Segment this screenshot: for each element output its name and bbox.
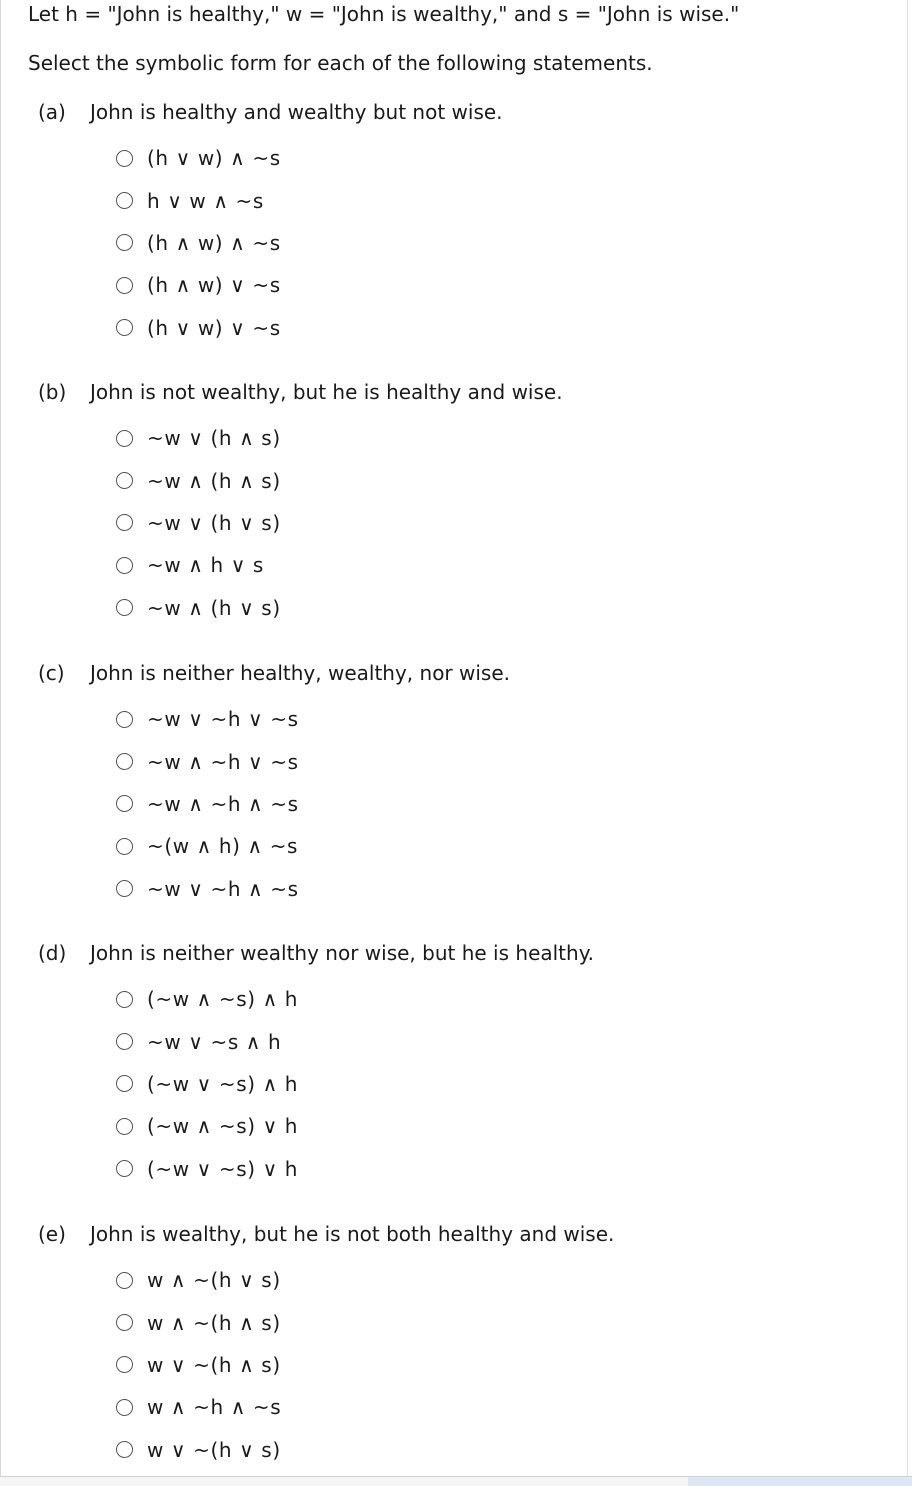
question-b [38, 379, 563, 629]
answer-options [116, 137, 503, 349]
answer-option[interactable] [116, 307, 503, 349]
option-label: (h ∨ w) ∧ ~s [147, 146, 281, 171]
radio-button[interactable] [116, 838, 133, 855]
radio-button[interactable] [116, 991, 133, 1008]
question-letter: (b) [38, 380, 67, 404]
option-label: (h ∨ w) ∨ ~s [147, 315, 281, 340]
option-label: w ∧ ~(h ∨ s) [147, 1268, 281, 1293]
radio-button[interactable] [116, 599, 133, 616]
question-c [38, 660, 510, 910]
option-label: h ∨ w ∧ ~s [147, 188, 264, 213]
option-label: ~w ∨ ~s ∧ h [147, 1029, 282, 1054]
option-label: w ∨ ~(h ∨ s) [147, 1437, 281, 1462]
option-label: ~w ∧ ~h ∨ ~s [147, 749, 299, 774]
option-label: ~w ∨ (h ∧ s) [147, 426, 281, 451]
question-letter: (e) [38, 1222, 66, 1246]
question-letter: (d) [38, 941, 67, 965]
radio-button[interactable] [116, 514, 133, 531]
question-statement: John is not wealthy, but he is healthy and wise. [90, 380, 563, 404]
answer-option[interactable] [116, 1148, 594, 1190]
answer-option[interactable] [116, 783, 510, 825]
answer-option[interactable] [116, 1063, 594, 1105]
radio-button[interactable] [116, 430, 133, 447]
radio-button[interactable] [116, 277, 133, 294]
question-header [38, 1221, 614, 1247]
question-header [38, 940, 594, 966]
answer-option[interactable] [116, 868, 510, 910]
question-header [38, 660, 510, 686]
answer-option[interactable] [116, 698, 510, 740]
radio-button[interactable] [116, 1441, 133, 1458]
answer-option[interactable] [116, 587, 563, 629]
option-label: ~w ∨ ~h ∨ ~s [147, 707, 299, 732]
answer-options [116, 698, 510, 910]
answer-option[interactable] [116, 740, 510, 782]
option-label: w ∨ ~(h ∧ s) [147, 1352, 281, 1377]
question-letter: (a) [38, 100, 66, 124]
option-label: (~w ∨ ~s) ∧ h [147, 1071, 299, 1096]
option-label: ~w ∨ (h ∨ s) [147, 510, 281, 535]
radio-button[interactable] [116, 472, 133, 489]
option-label: (h ∧ w) ∨ ~s [147, 273, 281, 298]
answer-option[interactable] [116, 1386, 614, 1428]
radio-button[interactable] [116, 234, 133, 251]
answer-option[interactable] [116, 137, 503, 179]
option-label: w ∧ ~h ∧ ~s [147, 1395, 282, 1420]
radio-button[interactable] [116, 1356, 133, 1373]
radio-button[interactable] [116, 1272, 133, 1289]
answer-option[interactable] [116, 825, 510, 867]
question-header [38, 379, 563, 405]
question-statement: John is wealthy, but he is not both healthy and wise. [90, 1222, 615, 1246]
answer-option[interactable] [116, 544, 563, 586]
answer-options [116, 978, 594, 1190]
answer-option[interactable] [116, 179, 503, 221]
answer-option[interactable] [116, 1301, 614, 1343]
question-a [38, 99, 503, 349]
question-d [38, 940, 594, 1190]
answer-option[interactable] [116, 1020, 594, 1062]
question-letter: (c) [38, 661, 65, 685]
instruction-text: Select the symbolic form for each of the following statements. [28, 51, 653, 75]
radio-button[interactable] [116, 1075, 133, 1092]
radio-button[interactable] [116, 711, 133, 728]
answer-option[interactable] [116, 978, 594, 1020]
option-label: (~w ∨ ~s) ∨ h [147, 1156, 299, 1181]
radio-button[interactable] [116, 1033, 133, 1050]
radio-button[interactable] [116, 150, 133, 167]
radio-button[interactable] [116, 557, 133, 574]
radio-button[interactable] [116, 795, 133, 812]
option-label: ~w ∧ (h ∧ s) [147, 468, 281, 493]
answer-option[interactable] [116, 264, 503, 306]
radio-button[interactable] [116, 1314, 133, 1331]
answer-option[interactable] [116, 1259, 614, 1301]
question-e [38, 1221, 614, 1471]
radio-button[interactable] [116, 192, 133, 209]
option-label: w ∧ ~(h ∧ s) [147, 1310, 281, 1335]
answer-option[interactable] [116, 502, 563, 544]
variable-definitions: Let h = "John is healthy," w = "John is wealthy," and s = "John is wise." [28, 2, 740, 26]
answer-option[interactable] [116, 417, 563, 459]
question-statement: John is neither wealthy nor wise, but he is healthy. [90, 941, 595, 965]
radio-button[interactable] [116, 880, 133, 897]
question-statement: John is healthy and wealthy but not wise. [90, 100, 503, 124]
option-label: (h ∧ w) ∧ ~s [147, 230, 281, 255]
radio-button[interactable] [116, 1160, 133, 1177]
option-label: ~w ∧ ~h ∧ ~s [147, 791, 299, 816]
question-statement: John is neither healthy, wealthy, nor wise. [90, 661, 511, 685]
answer-option[interactable] [116, 1344, 614, 1386]
option-label: (~w ∧ ~s) ∧ h [147, 987, 299, 1012]
answer-option[interactable] [116, 1429, 614, 1471]
radio-button[interactable] [116, 1399, 133, 1416]
answer-options [116, 417, 563, 629]
radio-button[interactable] [116, 1118, 133, 1135]
option-label: ~w ∧ h ∨ s [147, 553, 264, 578]
answer-option[interactable] [116, 1105, 594, 1147]
radio-button[interactable] [116, 753, 133, 770]
answer-option[interactable] [116, 222, 503, 264]
answer-options [116, 1259, 614, 1471]
option-label: (~w ∧ ~s) ∨ h [147, 1114, 299, 1139]
option-label: ~(w ∧ h) ∧ ~s [147, 834, 299, 859]
radio-button[interactable] [116, 319, 133, 336]
question-header [38, 99, 503, 125]
option-label: ~w ∧ (h ∨ s) [147, 595, 281, 620]
option-label: ~w ∨ ~h ∧ ~s [147, 876, 299, 901]
answer-option[interactable] [116, 459, 563, 501]
